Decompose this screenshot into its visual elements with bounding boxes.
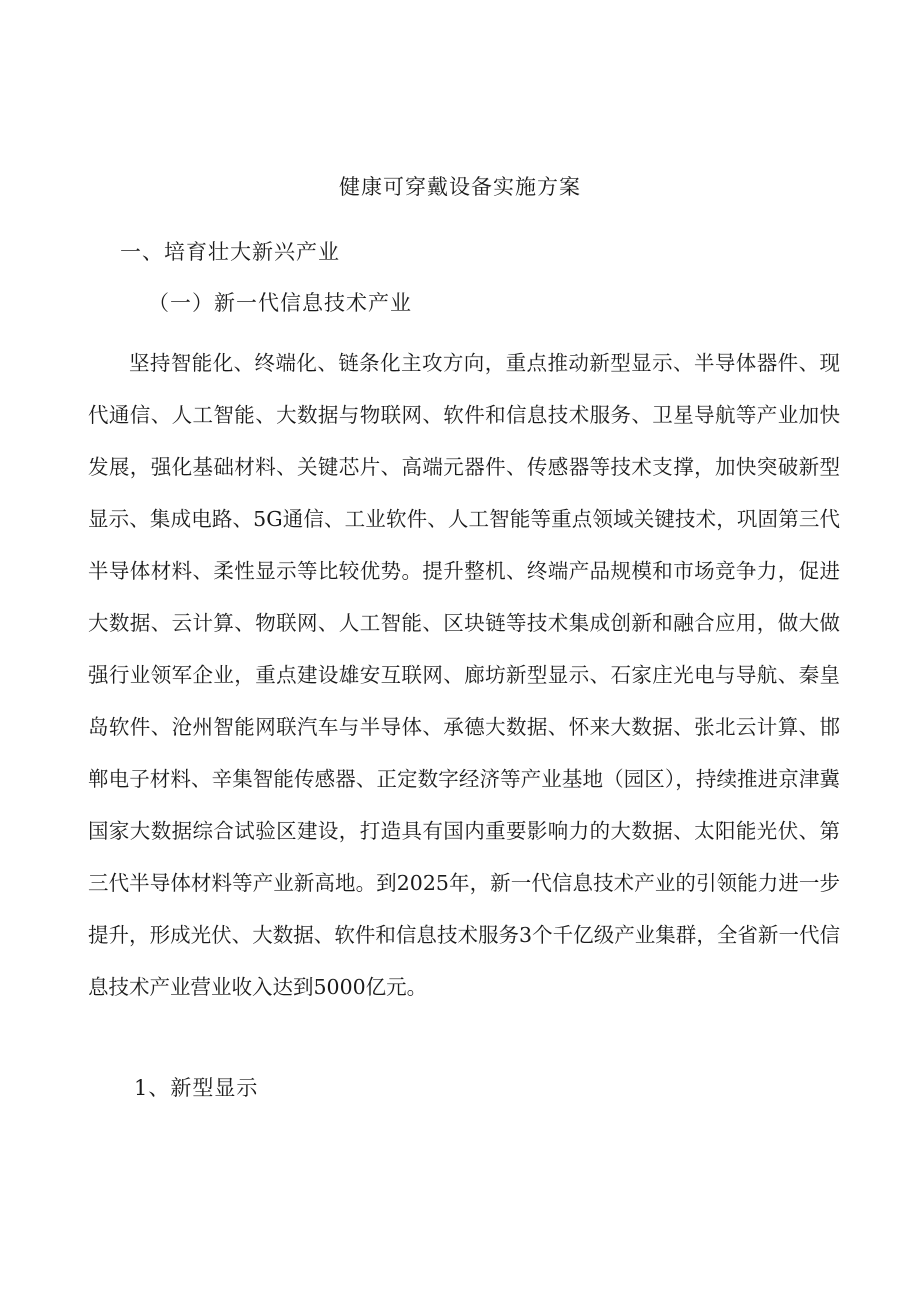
section-heading: 一、培育壮大新兴产业 [120,240,340,264]
item-heading: 1、新型显示 [134,1076,259,1100]
document-title: 健康可穿戴设备实施方案 [339,175,581,199]
body-paragraph: 坚持智能化、终端化、链条化主攻方向，重点推动新型显示、半导体器件、现代通信、人工智能、大数据与物联网、软件和信息技术服务、卫星导航等产业加快发展，强化基础材料、关键芯片、高端元器件、传感器等技术支撑，加快突破新型显示、集成电路、5G通信、工业软件、人工智能等重点领域关键技术，巩固第三代半导体材料、柔性显示等比较优势。提升整机、终端产品规模和市场竞争力，促进大数据、云计算、物联网、人工智能、区块链等技术集成创新和融合应用，做大做强行业领军企业，重点建设雄安互联网、廊坊新型显示、石家庄光电与导航、秦皇岛软件、沧州智能网联汽车与半导体、承德大数据、怀来大数据、张北云计算、邯郸电子材料、辛集智能传感器、正定数字经济等产业基地（园区），持续推进京津冀国家大数据综合试验区建设，打造具有国内重要影响力的大数据、太阳能光伏、第三代半导体材料等产业新高地。到2025年，新一代信息技术产业的引领能力进一步提升，形成光伏、大数据、软件和信息技术服务3个千亿级产业集群，全省新一代信息技术产业营业收入达到5000亿元。 [88,351,840,999]
subsection-heading: （一）新一代信息技术产业 [148,291,412,315]
